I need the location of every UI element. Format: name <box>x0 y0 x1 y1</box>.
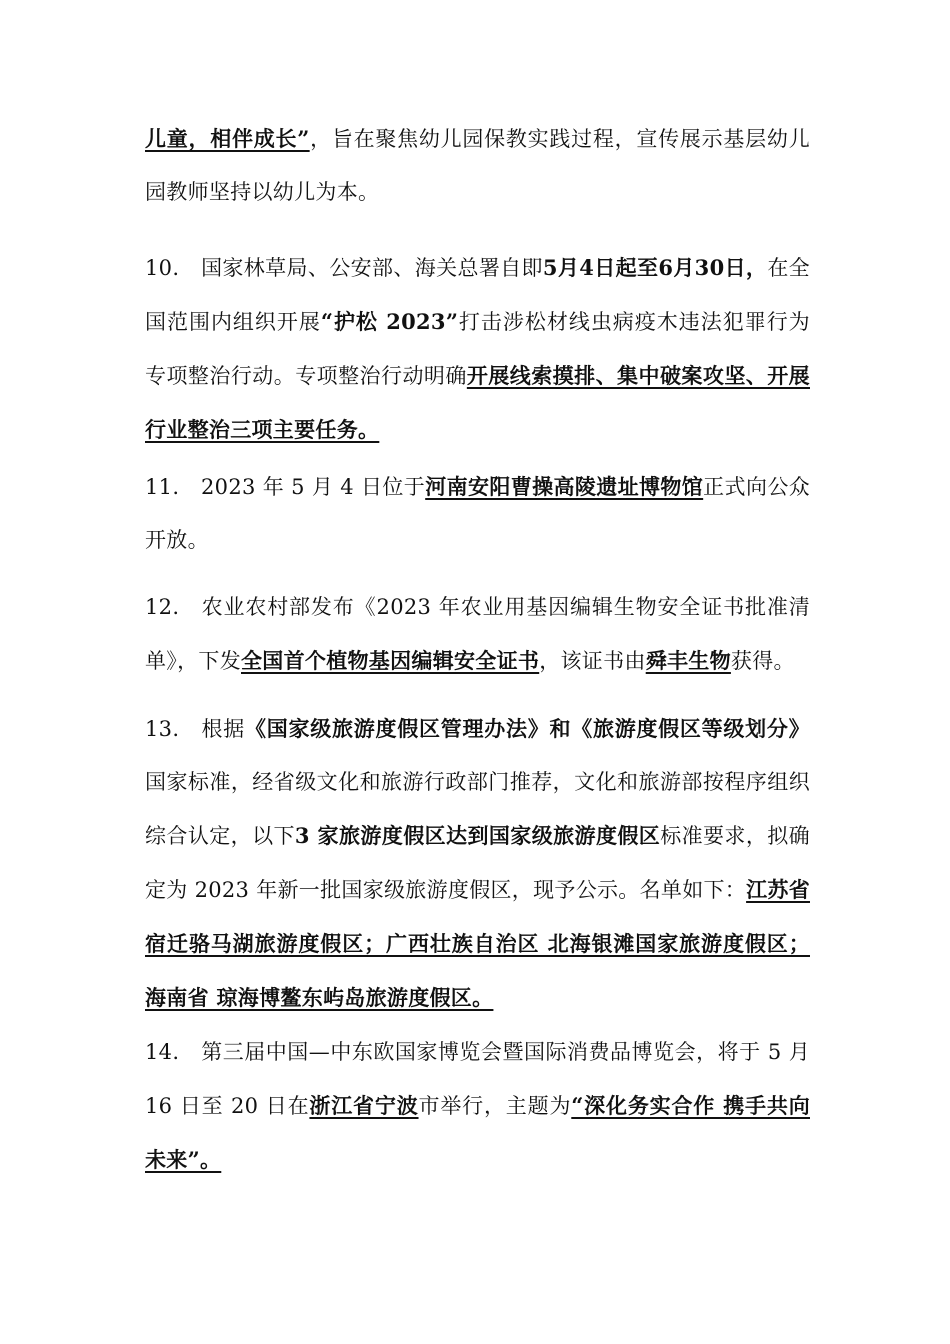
paragraph-text: 根据 <box>201 717 245 741</box>
item-number: 12. <box>145 595 180 619</box>
item-number: 13. <box>145 717 180 741</box>
paragraph-14 <box>145 1026 810 1187</box>
key-tasks: 开展线索摸排、集中破案攻坚、开展行业整治三项主要任务。 <box>145 363 810 442</box>
paragraph-text: 标准要求，拟确定为 2023 年新一批国家级旅游度假区，现予公示。名单如下： <box>145 824 810 902</box>
expo-theme: “深化务实合作 携手共向未来”。 <box>145 1093 810 1172</box>
paragraph-text: 打击涉松材线虫病疫木违法犯罪行为专项整治行动。专项整治行动明确 <box>145 310 810 388</box>
date-range: 5月4日起至6月30日， <box>542 255 768 280</box>
certificate-name: 全国首个植物基因编辑安全证书 <box>241 648 540 673</box>
paragraph-10 <box>145 241 810 457</box>
paragraph-text: 市举行，主题为 <box>418 1094 572 1118</box>
paragraph-text: ，该证书由 <box>539 649 646 673</box>
paragraph-9-continuation <box>145 112 810 219</box>
paragraph-text: 正式向公众开放。 <box>145 475 811 552</box>
company-name: 舜丰生物 <box>645 648 731 673</box>
paragraph-12 <box>145 581 810 688</box>
paragraph-text: 国家标准，经省级文化和旅游行政部门推荐，文化和旅游部按程序组织综合认定，以下 <box>145 770 810 848</box>
item-number: 11. <box>145 475 180 499</box>
regulation-names: 《国家级旅游度假区管理办法》和《旅游度假区等级划分》 <box>244 716 810 741</box>
resort-list: 江苏省 宿迁骆马湖旅游度假区；广西壮族自治区 北海银滩国家旅游度假区；海南省 琼海博鳌东屿岛旅游度假区。 <box>145 877 810 1010</box>
item-number: 10. <box>145 256 180 280</box>
paragraph-text: 农业农村部发布《2023 年农业用基因编辑生物安全证书批准清单》，下发 <box>145 595 810 673</box>
paragraph-text: 2023 年 5 月 4 日位于 <box>201 475 426 499</box>
paragraph-13 <box>145 702 810 1025</box>
paragraph-text: 获得。 <box>730 649 795 673</box>
theme-quote: 儿童，相伴成长” <box>145 126 310 151</box>
paragraph-text: 在全国范围内组织开展 <box>145 256 810 334</box>
campaign-name: “护松 2023” <box>320 309 459 334</box>
museum-name: 河南安阳曹操高陵遗址博物馆 <box>425 474 704 499</box>
paragraph-text: ，旨在聚焦幼儿园保教实践过程，宣传展示基层幼儿园教师坚持以幼儿为本。 <box>145 127 810 204</box>
paragraph-text: 第三届中国—中东欧国家博览会暨国际消费品博览会，将于 5 月 16 日至 20 日在 <box>145 1040 810 1118</box>
item-number: 14. <box>145 1040 180 1064</box>
host-city: 浙江省宁波 <box>309 1093 419 1118</box>
paragraph-text: 国家林草局、公安部、海关总署自即 <box>201 256 543 280</box>
resort-count: 3 家旅游度假区达到国家级旅游度假区 <box>294 823 661 848</box>
paragraph-11 <box>145 460 810 567</box>
